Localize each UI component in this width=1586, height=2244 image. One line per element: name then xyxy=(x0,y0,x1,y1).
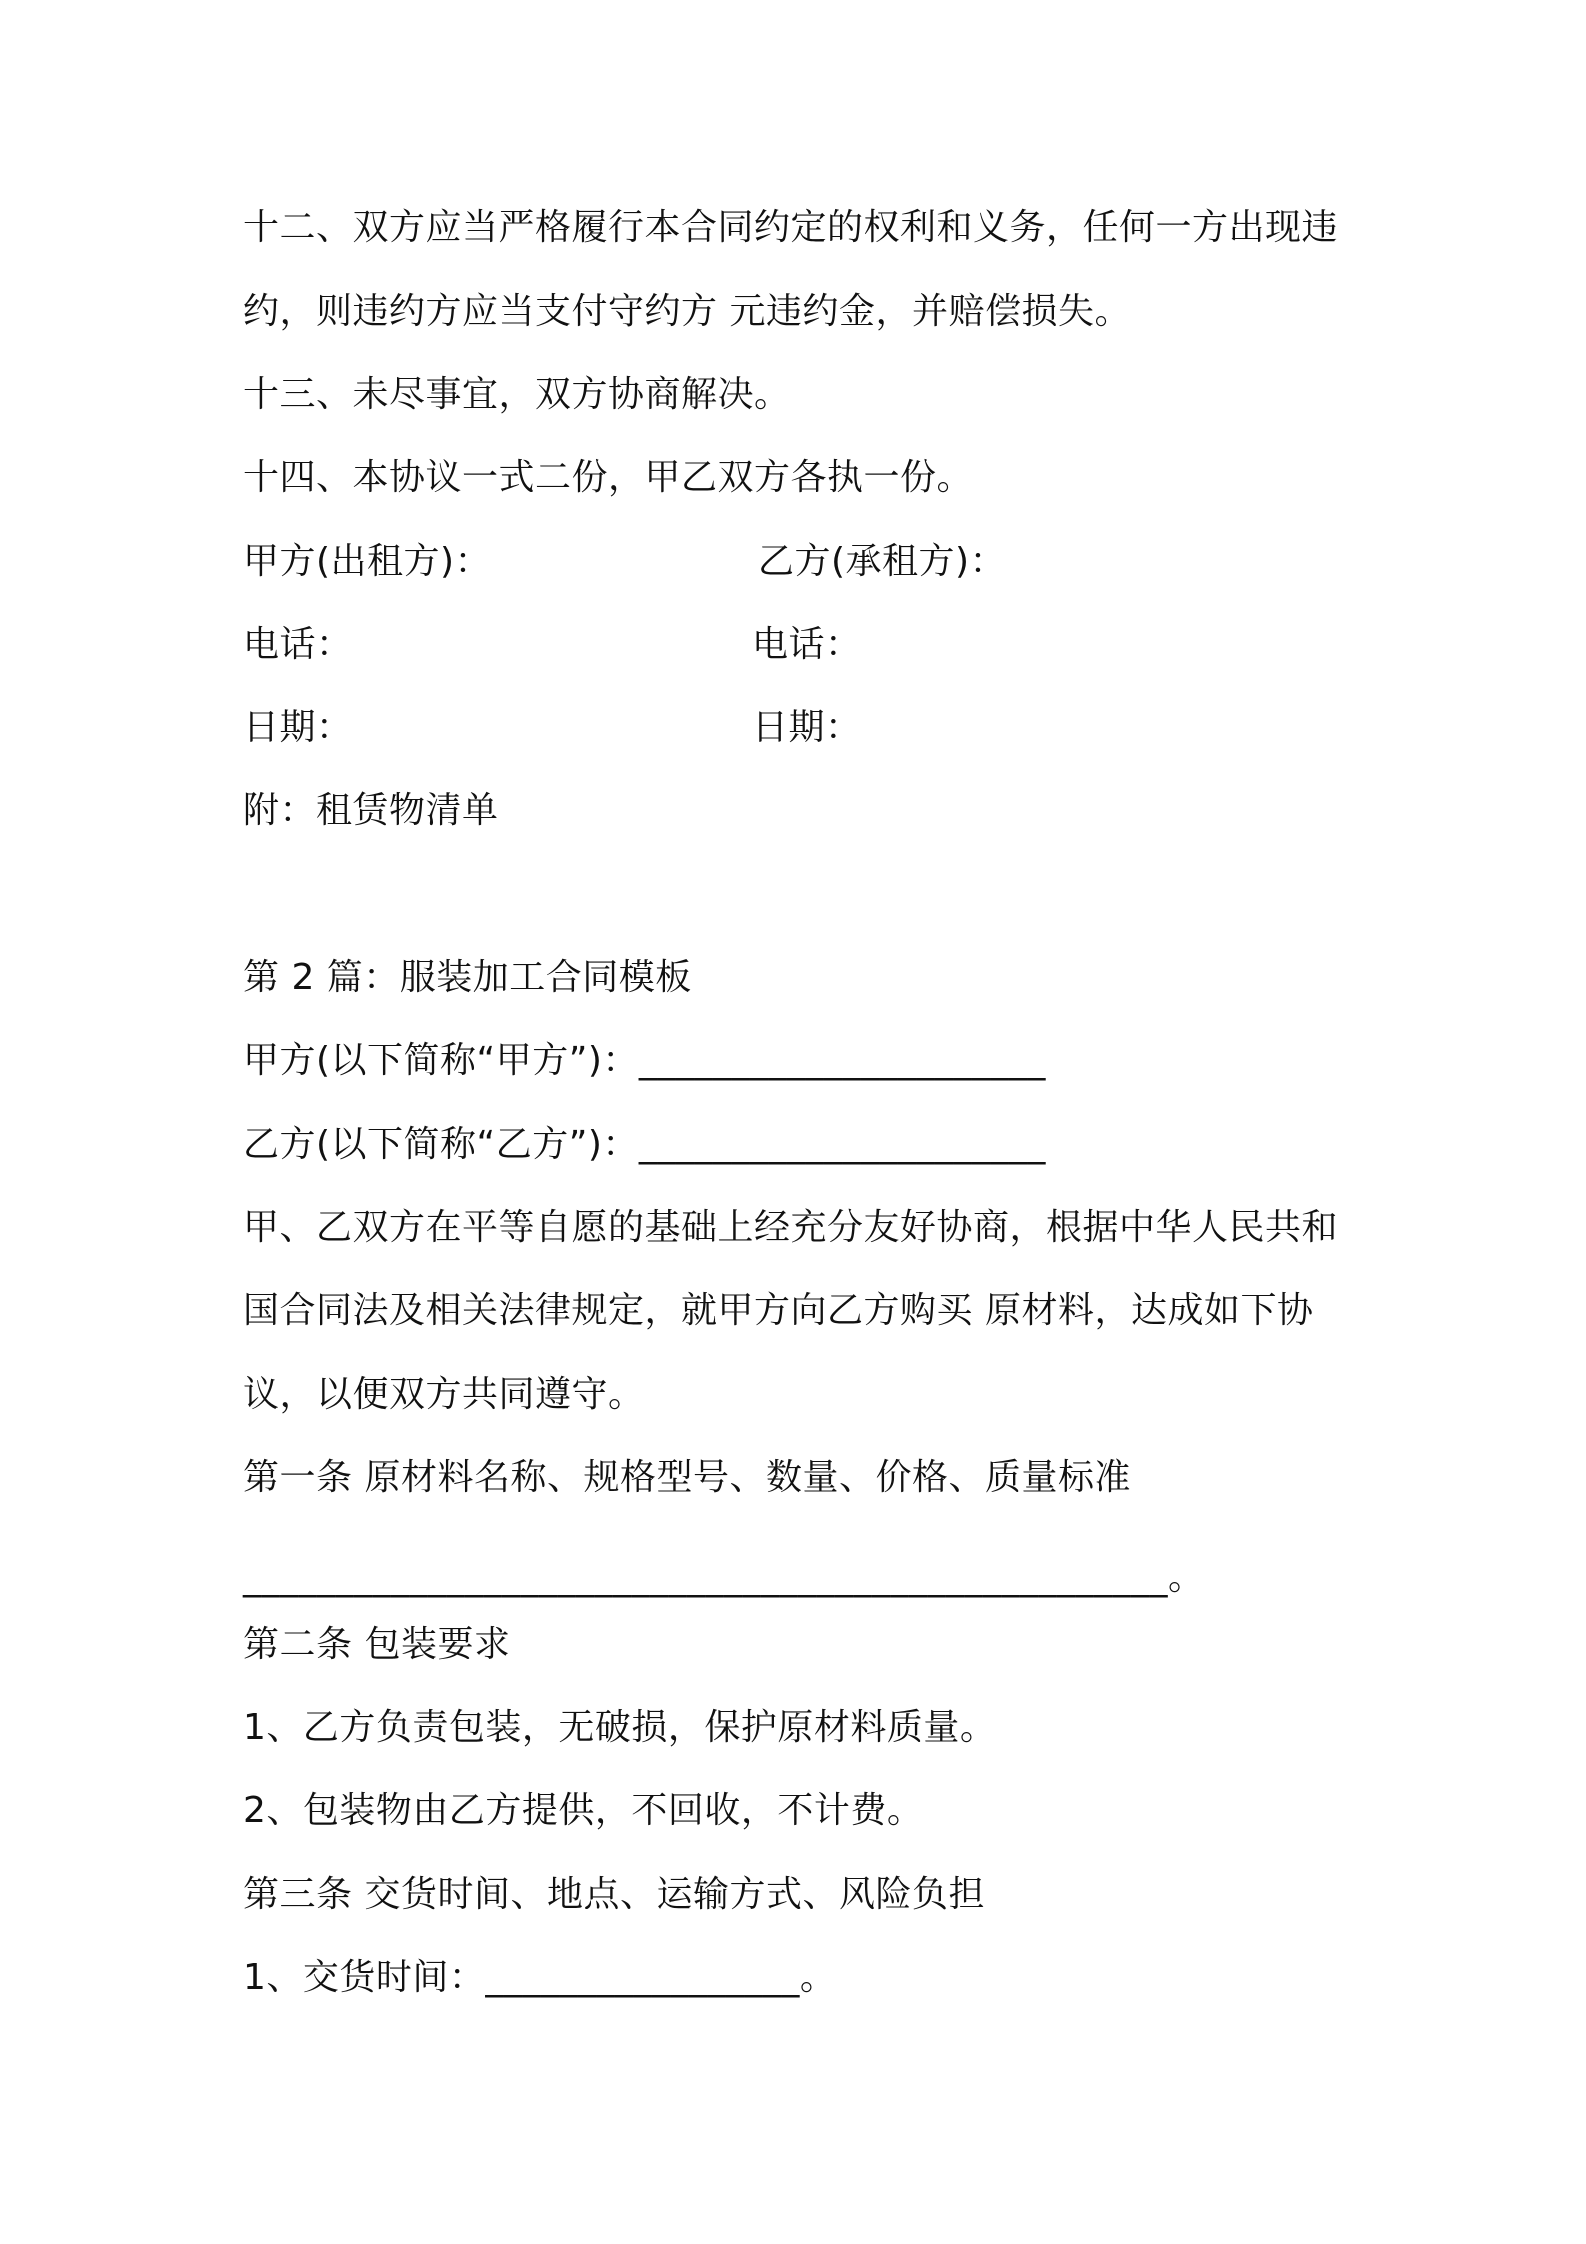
party-a-phone-label: 电话： xyxy=(243,624,353,665)
party-b-date-label: 日期： xyxy=(752,707,862,748)
party-b-lessee-label: 乙方(承租方)： xyxy=(758,541,1007,582)
clause-12-line-2: 约，则违约方应当支付守约方 元违约金，并赔偿损失。 xyxy=(243,291,1131,332)
contract-2-title: 第 2 篇：服装加工合同模板 xyxy=(243,957,692,998)
contract-2-party-a-line: 甲方(以下简称“甲方”)：______________________ xyxy=(243,1040,1046,1081)
contract-2-intro-line-2: 国合同法及相关法律规定，就甲方向乙方购买 原材料，达成如下协 xyxy=(243,1290,1314,1331)
contract-2-intro-line-1: 甲、乙双方在平等自愿的基础上经充分友好协商，根据中华人民共和 xyxy=(243,1207,1339,1248)
article-1-blank-line: __________________________________________________。 xyxy=(243,1557,1205,1598)
article-3-heading: 第三条 交货时间、地点、运输方式、风险负担 xyxy=(243,1874,985,1915)
clause-14: 十四、本协议一式二份，甲乙双方各执一份。 xyxy=(243,457,974,498)
clause-13: 十三、未尽事宜，双方协商解决。 xyxy=(243,374,791,415)
party-a-date-label: 日期： xyxy=(243,707,353,748)
article-2-item-1: 1、乙方负责包装，无破损，保护原材料质量。 xyxy=(243,1707,997,1748)
article-3-item-1: 1、交货时间：_________________。 xyxy=(243,1957,837,1998)
contract-2-intro-line-3: 议，以便双方共同遵守。 xyxy=(243,1374,645,1415)
contract-2-party-b-line: 乙方(以下简称“乙方”)：______________________ xyxy=(243,1124,1046,1165)
article-2-heading: 第二条 包装要求 xyxy=(243,1624,511,1665)
article-1-heading: 第一条 原材料名称、规格型号、数量、价格、质量标准 xyxy=(243,1457,1131,1498)
party-a-lessor-label: 甲方(出租方)： xyxy=(243,541,492,582)
article-2-item-2: 2、包装物由乙方提供，不回收，不计费。 xyxy=(243,1790,924,1831)
party-b-phone-label: 电话： xyxy=(752,624,862,665)
attachment-note: 附：租赁物清单 xyxy=(243,790,499,831)
clause-12-line-1: 十二、双方应当严格履行本合同约定的权利和义务，任何一方出现违 xyxy=(243,207,1339,248)
